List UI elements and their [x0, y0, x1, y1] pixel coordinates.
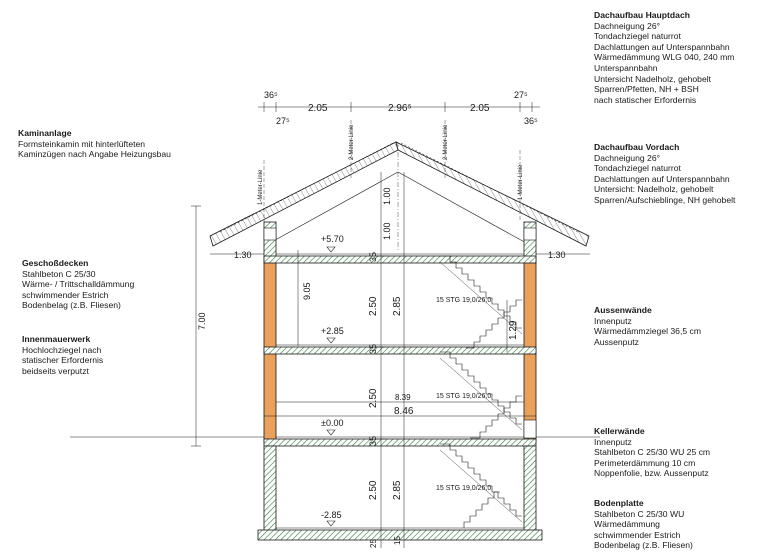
meter-line-label-1b: 1-Meter-Linie [518, 164, 524, 200]
stair-label-upper: 15 STG 19,0/26,0 [436, 297, 492, 304]
note-line: Innenputz [594, 315, 632, 326]
note-dach-vordach [594, 142, 735, 206]
note-line: beidseits verputzt [22, 365, 89, 376]
slab-upper [264, 347, 536, 354]
note-line: Unterspannbahn [594, 62, 658, 73]
roof-right-slope [396, 142, 589, 246]
note-line: Perimeterdämmung 10 cm [594, 457, 696, 468]
note-line: Formsteinkamin mit hinterlüfteten [18, 138, 146, 149]
note-line: Untersicht: Nadelholz, gehobelt [594, 184, 714, 195]
dim-story-285-upper: 2.85 [392, 296, 403, 316]
note-geschossdecken [22, 258, 134, 311]
note-line: Stahlbeton C 25/30 WU [594, 508, 685, 519]
note-line: Innenputz [594, 436, 632, 447]
note-aussenwaende-title: Aussenwände [594, 305, 652, 315]
dim-top-27-left: 27⁵ [276, 116, 290, 126]
dim-story-250-base: 2.50 [368, 480, 379, 500]
note-line: Sparren/Aufschieblinge, NH gehobelt [594, 194, 736, 205]
dim-width-839: 8.39 [395, 393, 411, 402]
note-line: Untersicht Nadelholz, gehobelt [594, 73, 712, 84]
note-line: Wärmedämmung WLG 040, 240 mm [594, 52, 735, 63]
dim-attic-100-a: 1.00 [382, 222, 392, 240]
note-line: schwimmender Estrich [22, 289, 109, 300]
note-line: Noppenfolie, bzw. Aussenputz [594, 468, 709, 479]
slab-ground [264, 439, 536, 446]
note-line: Hochlochziegel nach [22, 344, 102, 355]
dim-slab-25: 25 [369, 539, 378, 548]
dim-height-700: 7.00 [197, 312, 207, 330]
basement-wall-left [264, 446, 276, 538]
note-line: Dachlattungen auf Unterspannbahn [594, 173, 730, 184]
note-dach-hauptdach-title: Dachaufbau Hauptdach [594, 10, 690, 20]
note-innenmauerwerk-title: Innenmauerwerk [22, 334, 91, 344]
note-line: Wärmedämmung [594, 519, 660, 530]
note-line: Sparren/Pfetten, NH + BSH [594, 84, 699, 95]
note-kaminanlage-title: Kaminanlage [18, 128, 72, 138]
dim-129: 1.29 [508, 320, 519, 340]
note-kellerwaende-title: Kellerwände [594, 426, 645, 436]
dim-top-205-right: 2.05 [470, 103, 490, 114]
note-line: schwimmender Estrich [594, 529, 681, 540]
note-line: Tondachziegel naturrot [594, 31, 681, 42]
note-line: Bodenbelag (z.B. Fliesen) [22, 300, 121, 311]
roof-left-slope [210, 142, 398, 246]
dim-top-296: 2.96⁵ [388, 103, 412, 114]
note-line: Dachneigung 26° [594, 152, 661, 163]
dim-eave-right: 1.30 [548, 250, 566, 260]
dim-top-36-right: 36⁵ [524, 116, 538, 126]
stair-flight-4 [470, 396, 522, 438]
note-bodenplatte-title: Bodenplatte [594, 498, 644, 508]
level-minus-285: -2.85 [321, 510, 342, 520]
dim-top-27-right: 27⁵ [514, 90, 528, 100]
meter-line-label-2a: 2-Meter-Linie [349, 124, 355, 160]
note-line: Wärmedämmziegel 36,5 cm [594, 326, 701, 337]
stair-flight-6 [464, 492, 500, 528]
dim-eave-left: 1.30 [234, 250, 252, 260]
note-line: Stahlbeton C 25/30 [22, 268, 96, 279]
note-geschossdecken-title: Geschoßdecken [22, 258, 89, 268]
window-upper-right [524, 228, 536, 240]
stair-flight-5 [440, 444, 522, 516]
note-line: Aussenputz [594, 336, 639, 347]
note-line: Dachneigung 26° [594, 20, 661, 31]
dim-attic-100-b: 1.00 [382, 187, 392, 205]
note-dach-hauptdach [594, 10, 734, 105]
stair-flight-top [440, 256, 522, 328]
dim-slab-35-mid: 35 [368, 343, 378, 354]
note-line: Tondachziegel naturrot [594, 163, 681, 174]
dim-slab-35-low: 35 [368, 435, 378, 446]
dim-top-36-left: 36⁵ [264, 90, 278, 100]
meter-line-label-1: 1-Meter-Linie [258, 169, 264, 205]
level-285: +2.85 [321, 326, 344, 336]
basement-wall-right [524, 446, 536, 538]
window-upper-left [264, 228, 276, 240]
dim-slab-15: 15 [393, 536, 402, 545]
stair-label-base: 15 STG 19,0/26,0 [436, 485, 492, 492]
note-line: nach statischer Erfordernis [594, 94, 697, 105]
note-line: Stahlbeton C 25/30 WU 25 cm [594, 447, 711, 458]
stair-label-ground: 15 STG 19,0/26,0 [436, 393, 492, 400]
meter-line-label-2b: 2-Meter-Linie [443, 124, 449, 160]
meter-lines [264, 120, 520, 222]
dim-top-205-left: 2.05 [308, 103, 328, 114]
window-basement-right [524, 420, 536, 438]
note-kellerwaende [594, 426, 710, 479]
note-aussenwaende [594, 305, 701, 347]
stair-flight-3 [440, 352, 522, 424]
note-dach-vordach-title: Dachaufbau Vordach [594, 142, 680, 152]
note-line: Dachlattungen auf Unterspannbahn [594, 41, 730, 52]
dim-story-250-upper: 2.50 [368, 296, 379, 316]
note-innenmauerwerk [22, 334, 103, 376]
level-570: +5.70 [321, 234, 344, 244]
slab-attic [264, 256, 536, 263]
note-bodenplatte [594, 498, 693, 551]
note-line: Kaminzügen nach Angabe Heizungsbau [18, 149, 171, 160]
level-000: ±0.00 [321, 418, 344, 428]
note-line: Wärme- / Trittschalldämmung [22, 279, 135, 290]
note-line: statischer Erfordernis [22, 355, 104, 366]
roof-tile-line-left [220, 143, 393, 232]
dim-height-905: 9.05 [302, 282, 312, 300]
note-kaminanlage [18, 128, 171, 160]
dim-story-285-base: 2.85 [392, 480, 403, 500]
dim-story-250-ground: 2.50 [368, 388, 379, 408]
dim-width-846: 8.46 [394, 406, 414, 417]
dim-slab-35-top: 35 [368, 251, 378, 262]
note-line: Bodenbelag (z.B. Fliesen) [594, 540, 693, 551]
level-markers [327, 247, 335, 526]
